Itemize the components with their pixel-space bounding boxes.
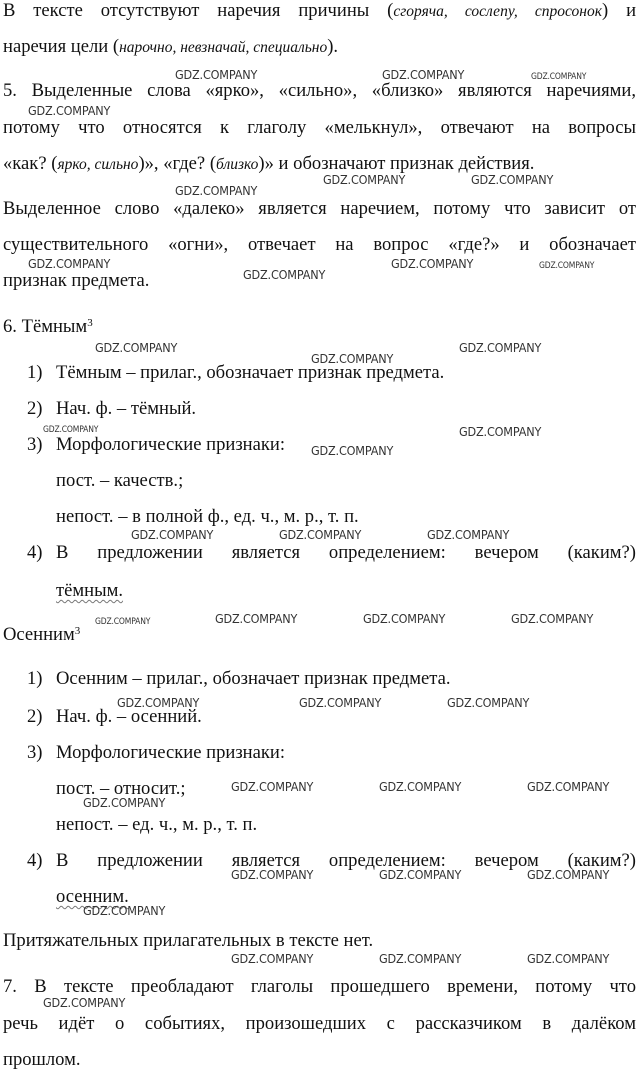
watermark: GDZ.COMPANY [175,183,258,198]
variable-features: непост. – ед. ч., м. р., т. п. [56,814,258,835]
watermark: GDZ.COMPANY [83,903,166,918]
watermark: GDZ.COMPANY [95,617,151,627]
adverbs-purpose-line: наречия цели (нарочно, невзначай, специально). [3,36,339,57]
list-item-2: 2) Нач. ф. – осенний. [27,706,202,727]
watermark: GDZ.COMPANY [231,779,314,794]
watermark: GDZ.COMPANY [28,103,111,118]
watermark: GDZ.COMPANY [131,527,214,542]
adverbs-cause-line: В тексте отсутствуют наречия причины (сгоряча, сослепу, спросонок) и [3,0,637,21]
list-item-4: 4) В предложении является определением: вечером (каким?) [27,850,636,871]
section-5-line-5: существительного «огни», отвечает на вопрос «где?» и обозначает [3,234,636,255]
watermark: GDZ.COMPANY [527,779,610,794]
constant-features: пост. – относит.; [56,778,186,799]
watermark: GDZ.COMPANY [243,267,326,282]
possessive-adjectives-note: Притяжательных прилагательных в тексте нет. [3,930,374,951]
sentence-word: тёмным. [56,580,124,601]
watermark: GDZ.COMPANY [379,867,462,882]
list-item-1: 1) Тёмным – прилаг., обозначает признак предмета. [27,362,445,383]
section-7-line-1: 7. В тексте преобладают глаголы прошедшего времени, потому что [3,976,636,997]
watermark: GDZ.COMPANY [527,867,610,882]
watermark: GDZ.COMPANY [471,172,554,187]
section-5-line-1: 5. Выделенные слова «ярко», «сильно», «близко» являются наречиями, [3,80,636,101]
watermark: GDZ.COMPANY [279,527,362,542]
watermark: GDZ.COMPANY [215,611,298,626]
watermark: GDZ.COMPANY [43,995,126,1010]
watermark: GDZ.COMPANY [527,951,610,966]
list-item-3: 3) Морфологические признаки: [27,742,286,763]
list-item-3: 3) Морфологические признаки: [27,434,286,455]
watermark: GDZ.COMPANY [43,425,99,435]
list-item-1: 1) Осенним – прилаг., обозначает признак предмета. [27,668,451,689]
watermark: GDZ.COMPANY [459,424,542,439]
list-item-4: 4) В предложении является определением: вечером (каким?) [27,542,636,563]
section-7-line-3: прошлом. [3,1049,81,1070]
watermark: GDZ.COMPANY [231,951,314,966]
constant-features: пост. – качеств.; [56,470,184,491]
watermark: GDZ.COMPANY [323,172,406,187]
section-7-line-2: речь идёт о событиях, произошедших с рассказчиком в далёком [3,1013,636,1034]
section-5-line-6: признак предмета. [3,270,150,291]
watermark: GDZ.COMPANY [95,340,178,355]
watermark: GDZ.COMPANY [511,611,594,626]
watermark: GDZ.COMPANY [379,779,462,794]
watermark: GDZ.COMPANY [311,443,394,458]
list-item-2: 2) Нач. ф. – тёмный. [27,398,197,419]
section-5-line-3: «как? (ярко, сильно)», «где? (близко)» и обозначают признак действия. [3,153,535,174]
watermark: GDZ.COMPANY [391,256,474,271]
watermark: GDZ.COMPANY [299,695,382,710]
watermark: GDZ.COMPANY [175,67,258,82]
sentence-word: осенним. [56,886,129,907]
watermark: GDZ.COMPANY [83,795,166,810]
watermark: GDZ.COMPANY [117,695,200,710]
watermark: GDZ.COMPANY [363,611,446,626]
variable-features: непост. – в полной ф., ед. ч., м. р., т. п. [56,506,359,527]
section-6-heading: 6. Тёмным$^3$ [3,316,93,337]
watermark: GDZ.COMPANY [447,695,530,710]
section-5-line-2: потому что относятся к глаголу «мелькнул», отвечают на вопросы [3,117,636,138]
watermark: GDZ.COMPANY [311,351,394,366]
watermark: GDZ.COMPANY [459,340,542,355]
watermark: GDZ.COMPANY [382,67,465,82]
section-5-line-4: Выделенное слово «далеко» является наречием, потому что зависит от [3,198,636,219]
osennim-heading: Осенним$^3$ [3,624,81,645]
watermark: GDZ.COMPANY [28,256,111,271]
watermark: GDZ.COMPANY [427,527,510,542]
watermark: GDZ.COMPANY [531,72,587,82]
watermark: GDZ.COMPANY [231,867,314,882]
watermark: GDZ.COMPANY [539,261,595,271]
watermark: GDZ.COMPANY [379,951,462,966]
